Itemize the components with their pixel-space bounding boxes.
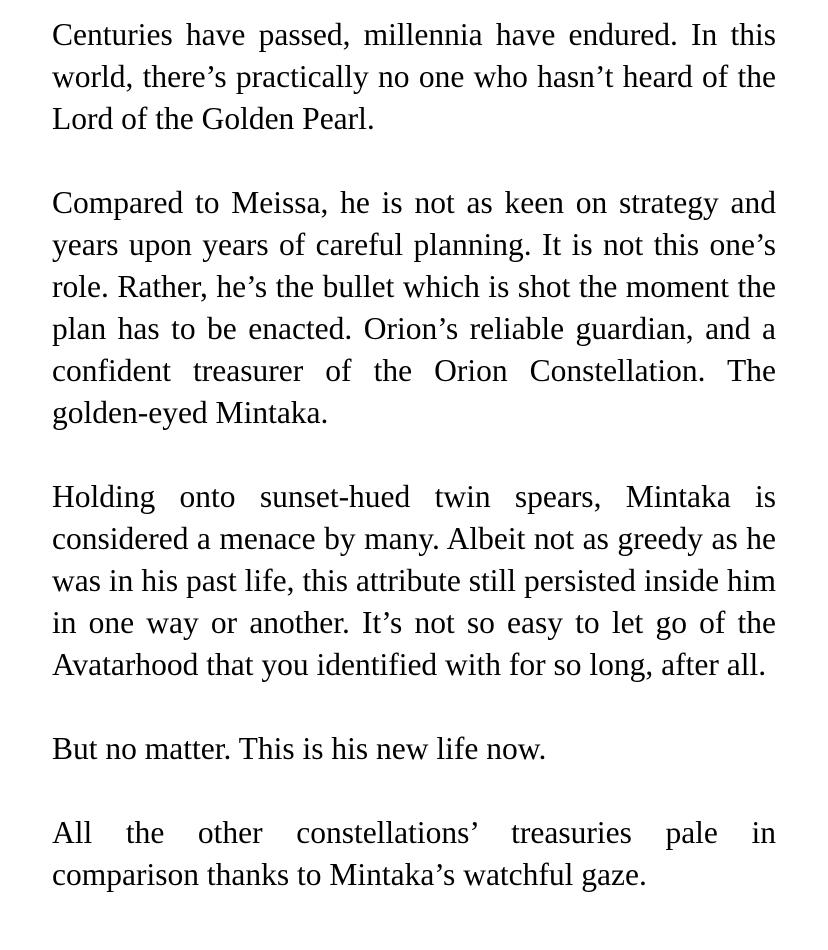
paragraph-3: Holding onto sunset-hued twin spears, Mintaka is considered a menace by many. Albeit not as greedy as he was in his past life, this attribute still persisted inside him in one way or another. It’s not so easy to let go of the Avatarhood that you identified with for so long, after all. (52, 479, 776, 682)
paragraph-1: Centuries have passed, millennia have endured. In this world, there’s practically no one who hasn’t heard of the Lord of the Golden Pearl. (52, 17, 776, 136)
paragraph-2: Compared to Meissa, he is not as keen on strategy and years upon years of careful planning. It is not this one’s role. Rather, he’s the bullet which is shot the moment the plan has to be enacted. Orion’s reliable guardian, and a confident treasurer of the Orion Constellation. The golden-eyed Mintaka. (52, 185, 776, 430)
document-page (52, 14, 776, 896)
paragraph-4: But no matter. This is his new life now. (52, 731, 547, 766)
paragraph-5: All the other constellations’ treasuries pale in comparison thanks to Mintaka’s watchful gaze. (52, 815, 776, 892)
